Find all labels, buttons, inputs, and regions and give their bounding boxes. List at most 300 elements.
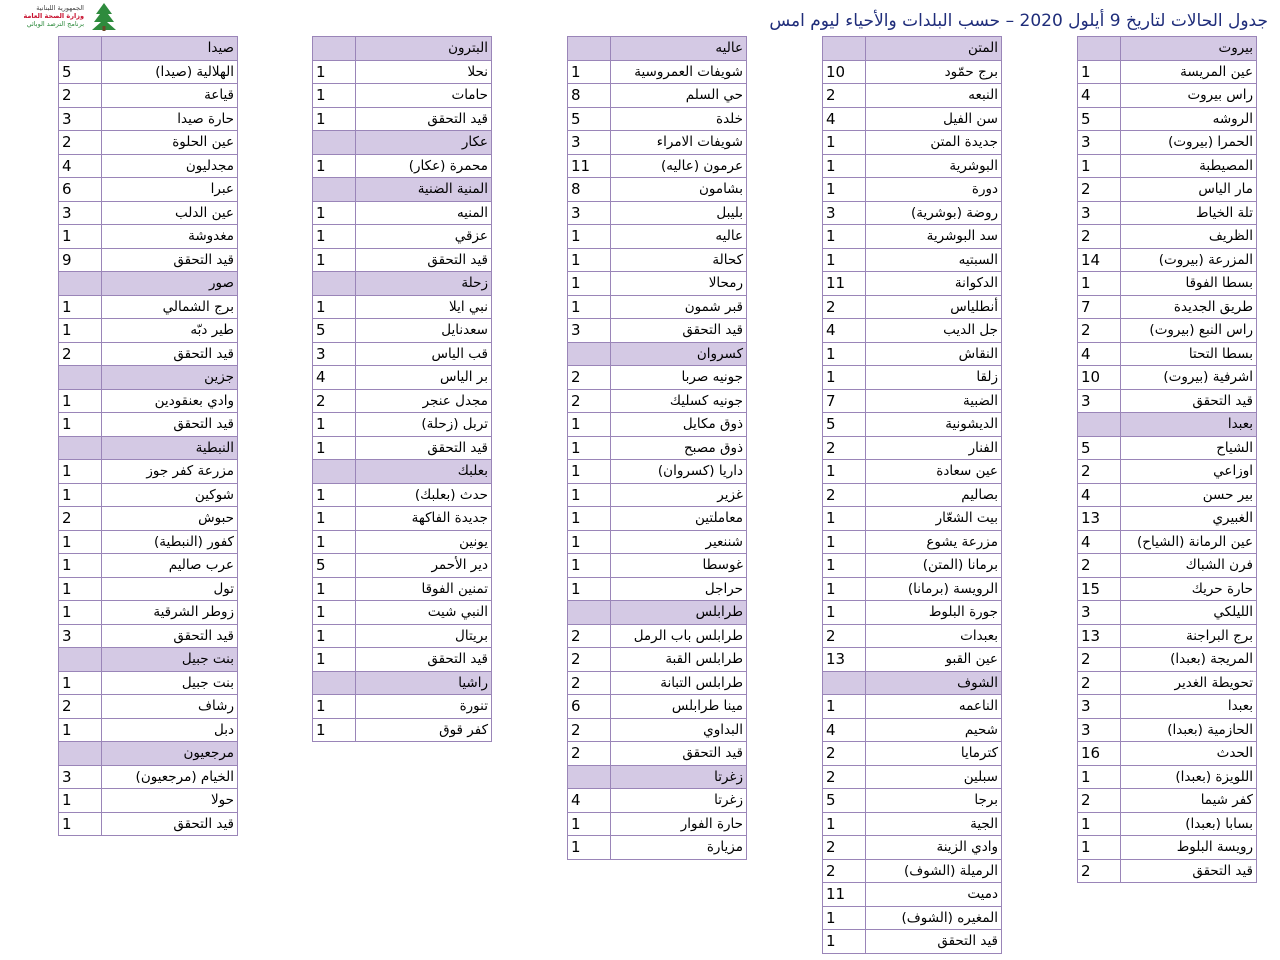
- locality-name: وادي الزينة: [866, 836, 1002, 860]
- district-header-row: [568, 765, 747, 789]
- case-count: 1: [1078, 154, 1121, 178]
- case-count: 1: [313, 648, 356, 672]
- locality-name: بليبل: [611, 201, 747, 225]
- case-count: 5: [313, 319, 356, 343]
- table-row: [568, 836, 747, 860]
- locality-name: حارة حريك: [1121, 577, 1257, 601]
- locality-name: برمانا (المتن): [866, 554, 1002, 578]
- locality-name: الرويسة (برمانا): [866, 577, 1002, 601]
- case-count: [59, 37, 102, 61]
- table-row: [823, 695, 1002, 719]
- case-count: 7: [1078, 295, 1121, 319]
- case-count: 2: [823, 859, 866, 883]
- locality-name: زوطر الشرقية: [102, 601, 238, 625]
- table-row: [823, 812, 1002, 836]
- case-count: [1078, 37, 1121, 61]
- case-count: 3: [313, 342, 356, 366]
- case-count: 1: [823, 930, 866, 954]
- table-row: [59, 154, 238, 178]
- case-count: 1: [568, 436, 611, 460]
- case-count: 1: [823, 577, 866, 601]
- locality-name: قيد التحقق: [866, 930, 1002, 954]
- case-count: 1: [568, 460, 611, 484]
- table-row: [1078, 154, 1257, 178]
- case-count: 3: [568, 131, 611, 155]
- district-name: البترون: [356, 37, 492, 61]
- case-count: 2: [59, 342, 102, 366]
- case-count: 1: [313, 154, 356, 178]
- locality-name: السبتيه: [866, 248, 1002, 272]
- locality-name: الحمرا (بيروت): [1121, 131, 1257, 155]
- case-count: 11: [823, 883, 866, 907]
- case-count: 15: [1078, 577, 1121, 601]
- table-row: [823, 836, 1002, 860]
- case-count: 7: [823, 389, 866, 413]
- district-name: صيدا: [102, 37, 238, 61]
- locality-name: البداوي: [611, 718, 747, 742]
- table-column-2: [822, 36, 1002, 954]
- case-count: 11: [823, 272, 866, 296]
- table-row: [568, 107, 747, 131]
- case-count: 5: [1078, 436, 1121, 460]
- case-count: 4: [1078, 342, 1121, 366]
- locality-name: قب الياس: [356, 342, 492, 366]
- table-row: [823, 906, 1002, 930]
- table-row: [1078, 319, 1257, 343]
- locality-name: طرابلس باب الرمل: [611, 624, 747, 648]
- case-count: 13: [1078, 624, 1121, 648]
- table-row: [823, 577, 1002, 601]
- case-count: 1: [313, 225, 356, 249]
- table-row: [568, 60, 747, 84]
- table-row: [59, 812, 238, 836]
- case-count: 1: [823, 507, 866, 531]
- district-header-row: [1078, 413, 1257, 437]
- locality-name: طريق الجديدة: [1121, 295, 1257, 319]
- district-name: الشوف: [866, 671, 1002, 695]
- locality-name: خلدة: [611, 107, 747, 131]
- locality-name: عاليه: [611, 225, 747, 249]
- locality-name: بسابا (بعبدا): [1121, 812, 1257, 836]
- locality-name: طرابلس التبانة: [611, 671, 747, 695]
- table-row: [823, 295, 1002, 319]
- locality-name: الدكوانة: [866, 272, 1002, 296]
- case-count: 2: [568, 718, 611, 742]
- locality-name: عبرا: [102, 178, 238, 202]
- case-count: 1: [59, 295, 102, 319]
- table-row: [568, 154, 747, 178]
- case-count: 3: [1078, 695, 1121, 719]
- case-count: 1: [1078, 272, 1121, 296]
- locality-name: الروشه: [1121, 107, 1257, 131]
- locality-name: عين المريسة: [1121, 60, 1257, 84]
- locality-name: قياعة: [102, 84, 238, 108]
- table-row: [313, 389, 492, 413]
- case-count: 3: [568, 319, 611, 343]
- table-row: [59, 577, 238, 601]
- locality-name: شننعير: [611, 530, 747, 554]
- locality-name: الفنار: [866, 436, 1002, 460]
- table-row: [1078, 107, 1257, 131]
- locality-name: الشياح: [1121, 436, 1257, 460]
- locality-name: بعبدا: [1121, 695, 1257, 719]
- locality-name: المغيره (الشوف): [866, 906, 1002, 930]
- case-count: [313, 178, 356, 202]
- case-count: 1: [568, 60, 611, 84]
- locality-name: رمحالا: [611, 272, 747, 296]
- case-count: [59, 272, 102, 296]
- table-row: [568, 413, 747, 437]
- locality-name: طير دبّه: [102, 319, 238, 343]
- table-row: [313, 413, 492, 437]
- case-count: [1078, 413, 1121, 437]
- case-count: 2: [1078, 859, 1121, 883]
- table-row: [1078, 765, 1257, 789]
- locality-name: مزيارة: [611, 836, 747, 860]
- table-row: [1078, 789, 1257, 813]
- locality-name: تربل (زحلة): [356, 413, 492, 437]
- table-row: [1078, 812, 1257, 836]
- table-row: [823, 201, 1002, 225]
- case-count: 5: [59, 60, 102, 84]
- table-row: [823, 319, 1002, 343]
- table-row: [59, 248, 238, 272]
- table-row: [59, 342, 238, 366]
- locality-name: حبوش: [102, 507, 238, 531]
- locality-name: برج البراجنة: [1121, 624, 1257, 648]
- case-count: [313, 272, 356, 296]
- locality-name: مزرعة كفر جوز: [102, 460, 238, 484]
- table-row: [59, 225, 238, 249]
- locality-name: وادي بعنقودين: [102, 389, 238, 413]
- table-row: [1078, 295, 1257, 319]
- district-header-row: [59, 366, 238, 390]
- locality-name: قبر شمون: [611, 295, 747, 319]
- case-count: 2: [1078, 789, 1121, 813]
- district-header-row: [568, 601, 747, 625]
- locality-name: قيد التحقق: [611, 742, 747, 766]
- case-count: 3: [59, 765, 102, 789]
- case-count: 1: [313, 530, 356, 554]
- case-count: 4: [823, 319, 866, 343]
- locality-name: دميت: [866, 883, 1002, 907]
- locality-name: قيد التحقق: [356, 648, 492, 672]
- case-count: 3: [1078, 389, 1121, 413]
- locality-name: مار الياس: [1121, 178, 1257, 202]
- locality-name: ذوق مصبح: [611, 436, 747, 460]
- case-count: 3: [59, 107, 102, 131]
- table-row: [823, 930, 1002, 954]
- case-count: 1: [59, 718, 102, 742]
- locality-name: قيد التحقق: [102, 812, 238, 836]
- table-row: [1078, 836, 1257, 860]
- locality-name: حامات: [356, 84, 492, 108]
- table-row: [313, 695, 492, 719]
- locality-name: المزرعة (بيروت): [1121, 248, 1257, 272]
- case-count: 2: [1078, 460, 1121, 484]
- table-row: [1078, 460, 1257, 484]
- case-count: 1: [313, 601, 356, 625]
- table-row: [1078, 272, 1257, 296]
- case-count: 1: [313, 718, 356, 742]
- case-count: [568, 37, 611, 61]
- table-row: [313, 201, 492, 225]
- table-row: [313, 507, 492, 531]
- case-count: 1: [313, 295, 356, 319]
- locality-name: مغدوشة: [102, 225, 238, 249]
- case-count: 1: [823, 178, 866, 202]
- table-row: [59, 554, 238, 578]
- table-row: [313, 295, 492, 319]
- district-header-row: [59, 37, 238, 61]
- table-row: [1078, 648, 1257, 672]
- locality-name: طرابلس القبة: [611, 648, 747, 672]
- locality-name: عين القبو: [866, 648, 1002, 672]
- table-row: [823, 154, 1002, 178]
- district-header-row: [59, 742, 238, 766]
- table-row: [568, 718, 747, 742]
- locality-name: الخيام (مرجعيون): [102, 765, 238, 789]
- case-count: 2: [1078, 319, 1121, 343]
- district-header-row: [59, 272, 238, 296]
- case-count: 1: [313, 84, 356, 108]
- table-column-4: [312, 36, 492, 742]
- page-title: جدول الحالات لتاريخ 9 أيلول 2020 – حسب البلدات والأحياء ليوم امس: [769, 11, 1268, 31]
- table-row: [1078, 178, 1257, 202]
- locality-name: جونيه كسليك: [611, 389, 747, 413]
- locality-name: مجدليون: [102, 154, 238, 178]
- case-count: 2: [823, 742, 866, 766]
- case-count: 2: [823, 84, 866, 108]
- locality-name: دورة: [866, 178, 1002, 202]
- locality-name: بريتال: [356, 624, 492, 648]
- table-row: [568, 460, 747, 484]
- table-row: [823, 225, 1002, 249]
- table-row: [1078, 342, 1257, 366]
- locality-name: اللويزة (بعبدا): [1121, 765, 1257, 789]
- table-row: [568, 248, 747, 272]
- locality-name: بر الياس: [356, 366, 492, 390]
- table-row: [568, 436, 747, 460]
- case-count: 1: [568, 812, 611, 836]
- locality-name: بسطا الفوقا: [1121, 272, 1257, 296]
- locality-name: الهلالية (صيدا): [102, 60, 238, 84]
- table-row: [823, 248, 1002, 272]
- locality-name: معاملتين: [611, 507, 747, 531]
- case-count: 2: [823, 483, 866, 507]
- case-count: 1: [59, 413, 102, 437]
- table-row: [823, 483, 1002, 507]
- case-count: 3: [568, 201, 611, 225]
- locality-name: دبل: [102, 718, 238, 742]
- locality-name: سن الفيل: [866, 107, 1002, 131]
- table-row: [59, 601, 238, 625]
- table-row: [823, 530, 1002, 554]
- table-row: [59, 483, 238, 507]
- locality-name: حارة الفوار: [611, 812, 747, 836]
- table-row: [313, 530, 492, 554]
- table-row: [568, 624, 747, 648]
- locality-name: الديشونية: [866, 413, 1002, 437]
- case-count: 1: [59, 554, 102, 578]
- locality-name: كفور (النبطية): [102, 530, 238, 554]
- locality-name: جورة البلوط: [866, 601, 1002, 625]
- locality-name: بيت الشعّار: [866, 507, 1002, 531]
- case-count: 1: [823, 225, 866, 249]
- locality-name: تحويطة الغدير: [1121, 671, 1257, 695]
- locality-name: عين الحلوة: [102, 131, 238, 155]
- locality-name: راس النبع (بيروت): [1121, 319, 1257, 343]
- table-row: [1078, 84, 1257, 108]
- table-row: [823, 742, 1002, 766]
- locality-name: اوزاعي: [1121, 460, 1257, 484]
- table-row: [313, 225, 492, 249]
- table-row: [823, 789, 1002, 813]
- district-name: عكار: [356, 131, 492, 155]
- table-row: [1078, 483, 1257, 507]
- locality-name: عرمون (عاليه): [611, 154, 747, 178]
- case-count: 1: [313, 107, 356, 131]
- case-count: 1: [313, 624, 356, 648]
- table-row: [1078, 624, 1257, 648]
- case-count: 3: [1078, 601, 1121, 625]
- district-header-row: [313, 272, 492, 296]
- table-row: [1078, 530, 1257, 554]
- table-row: [823, 413, 1002, 437]
- case-count: 5: [313, 554, 356, 578]
- locality-name: تلة الخياط: [1121, 201, 1257, 225]
- case-count: 1: [823, 342, 866, 366]
- case-count: 1: [823, 601, 866, 625]
- district-header-row: [313, 671, 492, 695]
- district-name: مرجعيون: [102, 742, 238, 766]
- case-count: 13: [1078, 507, 1121, 531]
- case-count: 1: [823, 131, 866, 155]
- case-count: 1: [568, 577, 611, 601]
- table-row: [823, 272, 1002, 296]
- table-row: [313, 601, 492, 625]
- case-count: 1: [823, 248, 866, 272]
- case-count: 6: [568, 695, 611, 719]
- district-header-row: [313, 178, 492, 202]
- case-count: 9: [59, 248, 102, 272]
- table-row: [1078, 742, 1257, 766]
- locality-name: قيد التحقق: [102, 342, 238, 366]
- case-count: 8: [568, 178, 611, 202]
- locality-name: قيد التحقق: [1121, 389, 1257, 413]
- table-row: [568, 671, 747, 695]
- locality-name: نحلا: [356, 60, 492, 84]
- locality-name: نبي ايلا: [356, 295, 492, 319]
- case-count: 1: [568, 413, 611, 437]
- case-count: 2: [59, 131, 102, 155]
- case-count: 1: [823, 460, 866, 484]
- case-count: 1: [59, 319, 102, 343]
- case-count: 1: [568, 554, 611, 578]
- case-count: 10: [1078, 366, 1121, 390]
- locality-name: تنورة: [356, 695, 492, 719]
- case-count: [313, 37, 356, 61]
- locality-name: الناعمه: [866, 695, 1002, 719]
- table-row: [568, 554, 747, 578]
- case-count: 2: [1078, 671, 1121, 695]
- table-row: [1078, 366, 1257, 390]
- district-header-row: [313, 460, 492, 484]
- case-count: 1: [59, 789, 102, 813]
- table-row: [568, 789, 747, 813]
- district-name: المنية الضنية: [356, 178, 492, 202]
- case-count: 2: [1078, 648, 1121, 672]
- table-row: [1078, 601, 1257, 625]
- case-count: 1: [823, 554, 866, 578]
- case-count: 1: [823, 530, 866, 554]
- table-row: [313, 319, 492, 343]
- table-column-1: [1077, 36, 1257, 883]
- table-row: [1078, 60, 1257, 84]
- table-column-5: [58, 36, 238, 836]
- district-name: راشيا: [356, 671, 492, 695]
- locality-name: عرب صاليم: [102, 554, 238, 578]
- case-count: 4: [313, 366, 356, 390]
- locality-name: برجا: [866, 789, 1002, 813]
- locality-name: الغبيري: [1121, 507, 1257, 531]
- table-row: [313, 342, 492, 366]
- table-row: [59, 319, 238, 343]
- table-row: [568, 319, 747, 343]
- locality-name: حدث (بعلبك): [356, 483, 492, 507]
- locality-name: البوشرية: [866, 154, 1002, 178]
- table-row: [823, 859, 1002, 883]
- locality-name: شويفات العمروسية: [611, 60, 747, 84]
- table-row: [59, 178, 238, 202]
- locality-name: بشامون: [611, 178, 747, 202]
- case-count: 2: [568, 648, 611, 672]
- locality-name: يونين: [356, 530, 492, 554]
- table-row: [59, 413, 238, 437]
- district-name: طرابلس: [611, 601, 747, 625]
- table-row: [568, 695, 747, 719]
- locality-name: حولا: [102, 789, 238, 813]
- case-count: 2: [59, 507, 102, 531]
- case-count: 4: [568, 789, 611, 813]
- table-row: [568, 84, 747, 108]
- case-count: 14: [1078, 248, 1121, 272]
- locality-name: بصاليم: [866, 483, 1002, 507]
- case-count: 3: [59, 624, 102, 648]
- case-count: 1: [823, 695, 866, 719]
- table-row: [59, 624, 238, 648]
- locality-name: سبلين: [866, 765, 1002, 789]
- table-row: [59, 507, 238, 531]
- district-name: عاليه: [611, 37, 747, 61]
- table-row: [823, 107, 1002, 131]
- table-row: [568, 295, 747, 319]
- district-header-row: [313, 37, 492, 61]
- case-count: 3: [1078, 131, 1121, 155]
- case-count: [59, 648, 102, 672]
- table-row: [59, 718, 238, 742]
- table-row: [823, 389, 1002, 413]
- table-row: [568, 201, 747, 225]
- locality-name: شويفات الامراء: [611, 131, 747, 155]
- locality-name: قيد التحقق: [356, 248, 492, 272]
- locality-name: حي السلم: [611, 84, 747, 108]
- locality-name: سد البوشرية: [866, 225, 1002, 249]
- table-row: [823, 624, 1002, 648]
- case-count: 1: [59, 530, 102, 554]
- case-count: 1: [823, 154, 866, 178]
- locality-name: كحالة: [611, 248, 747, 272]
